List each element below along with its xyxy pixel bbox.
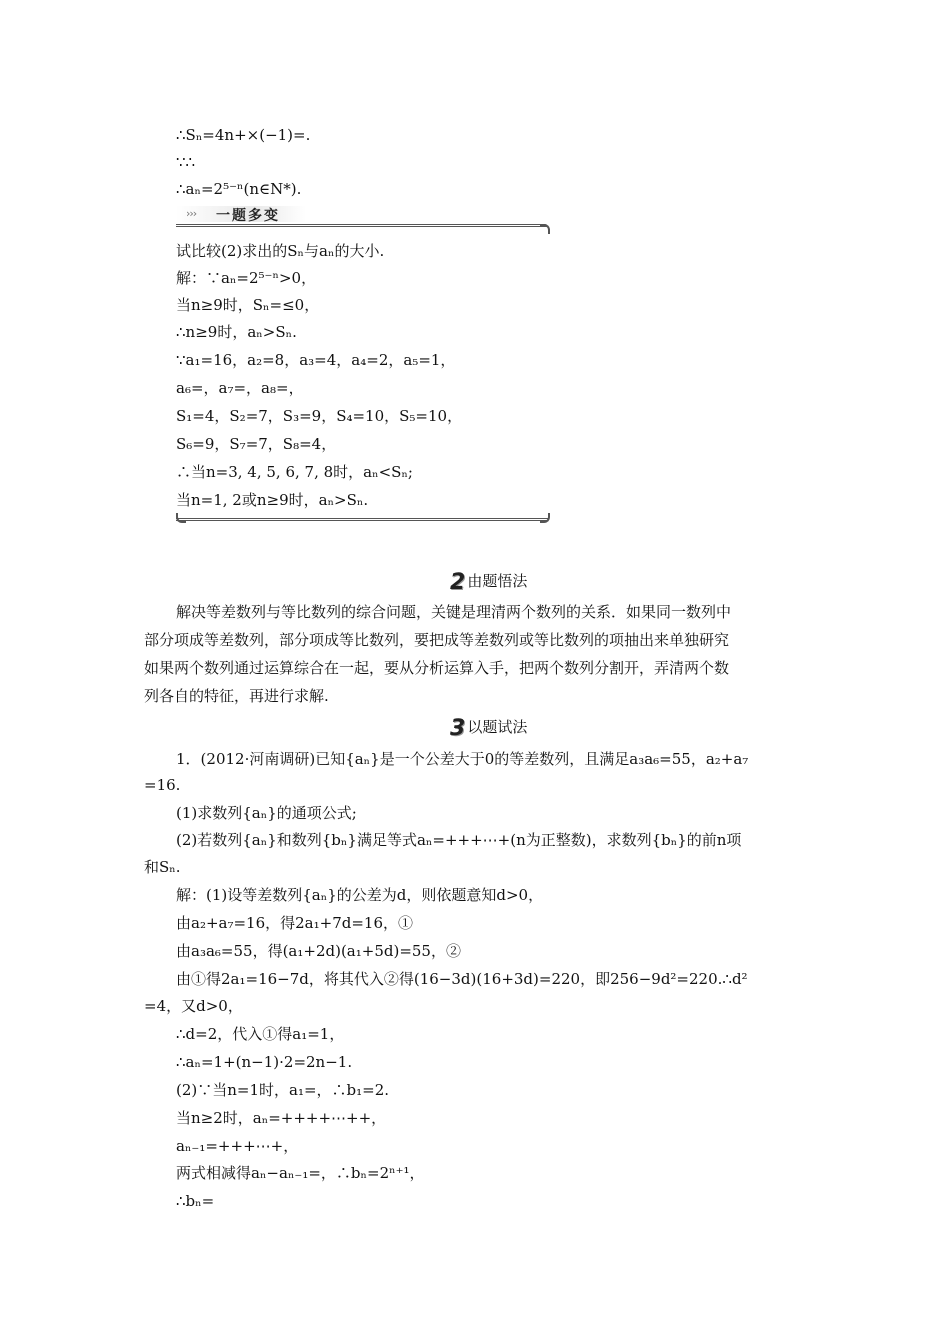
problem-line: (2)若数列{aₙ}和数列{bₙ}满足等式aₙ=+++⋯+(n为正整数)，求数列{bₙ}的前n项 bbox=[176, 831, 742, 849]
problem-line: 1．(2012·河南调研)已知{aₙ}是一个公差大于0的等差数列，且满足a₃a₆=55，a₂+a₇ bbox=[176, 750, 749, 768]
paragraph-line: 部分项成等差数列，部分项成等比数列，要把成等差数列或等比数列的项抽出来单独研究 bbox=[144, 631, 730, 649]
box-bottom-right-corner bbox=[540, 513, 550, 523]
section-heading bbox=[450, 570, 527, 594]
box-bottom-left-corner bbox=[176, 513, 186, 523]
paragraph-line: 列各自的特征，再进行求解. bbox=[144, 687, 329, 705]
solution-line: 由①得2a₁=16−7d，将其代入②得(16−3d)(16+3d)=220，即256−9d²=220.∴d² bbox=[176, 970, 748, 988]
text-line: ∴aₙ=2⁵⁻ⁿ(n∈N*). bbox=[176, 180, 302, 198]
section-title: 以题试法 bbox=[467, 718, 528, 736]
section-title: 由题悟法 bbox=[467, 572, 528, 590]
solution-line: =4，又d>0， bbox=[144, 997, 243, 1015]
box-line: ∴当n=3, 4, 5, 6, 7, 8时，aₙ<Sₙ; bbox=[176, 463, 413, 481]
solution-line: 由a₃a₆=55，得(a₁+2d)(a₁+5d)=55，② bbox=[176, 942, 461, 960]
variant-box-header bbox=[176, 206, 548, 224]
box-line: S₁=4，S₂=7，S₃=9，S₄=10，S₅=10， bbox=[176, 407, 463, 425]
solution-line: 由a₂+a₇=16，得2a₁+7d=16，① bbox=[176, 914, 414, 932]
box-line: 当n≥9时，Sₙ=≤0， bbox=[176, 296, 320, 314]
solution-line: ∴bₙ= bbox=[176, 1192, 215, 1210]
section-number: 2 bbox=[450, 570, 466, 595]
variant-box-title: 一题多变 bbox=[216, 208, 280, 224]
solution-line: ∴d=2，代入①得a₁=1， bbox=[176, 1025, 345, 1043]
problem-line: 和Sₙ. bbox=[144, 858, 181, 876]
solution-line: aₙ₋₁=+++⋯+， bbox=[176, 1137, 299, 1155]
box-top-corner bbox=[540, 224, 550, 234]
chevrons-icon: ››› bbox=[186, 207, 197, 220]
problem-line: =16. bbox=[144, 776, 181, 794]
paragraph-line: 解决等差数列与等比数列的综合问题，关键是理清两个数列的关系．如果同一数列中 bbox=[176, 603, 732, 621]
problem-line: (1)求数列{aₙ}的通项公式; bbox=[176, 804, 357, 822]
box-bottom-rule bbox=[176, 518, 548, 521]
solution-line: 解：(1)设等差数列{aₙ}的公差为d，则依题意知d>0， bbox=[176, 886, 544, 904]
solution-line: ∴aₙ=1+(n−1)·2=2n−1. bbox=[176, 1053, 353, 1071]
box-line: ∵a₁=16，a₂=8，a₃=4，a₄=2，a₅=1， bbox=[176, 351, 456, 369]
box-line: S₆=9，S₇=7，S₈=4， bbox=[176, 435, 337, 453]
box-line: 解：∵aₙ=2⁵⁻ⁿ>0， bbox=[176, 269, 317, 287]
box-top-rule bbox=[176, 224, 548, 227]
box-line: a₆=，a₇=，a₈=， bbox=[176, 379, 304, 397]
box-line: 试比较(2)求出的Sₙ与aₙ的大小. bbox=[176, 242, 385, 260]
section-heading bbox=[450, 716, 527, 740]
section-number: 3 bbox=[450, 716, 466, 741]
paragraph-line: 如果两个数列通过运算综合在一起，要从分析运算入手，把两个数列分割开，弄清两个数 bbox=[144, 659, 730, 677]
text-line: ∴Sₙ=4n+×(−1)=. bbox=[176, 126, 311, 144]
text-line: ∵∴ bbox=[176, 153, 196, 171]
solution-line: 两式相减得aₙ−aₙ₋₁=，∴bₙ=2ⁿ⁺¹， bbox=[176, 1164, 425, 1182]
box-line: 当n=1, 2或n≥9时，aₙ>Sₙ. bbox=[176, 491, 369, 509]
solution-line: (2)∵当n=1时，a₁=，∴b₁=2. bbox=[176, 1081, 390, 1099]
box-line: ∴n≥9时，aₙ>Sₙ. bbox=[176, 323, 297, 341]
solution-line: 当n≥2时，aₙ=++++⋯++， bbox=[176, 1109, 387, 1127]
